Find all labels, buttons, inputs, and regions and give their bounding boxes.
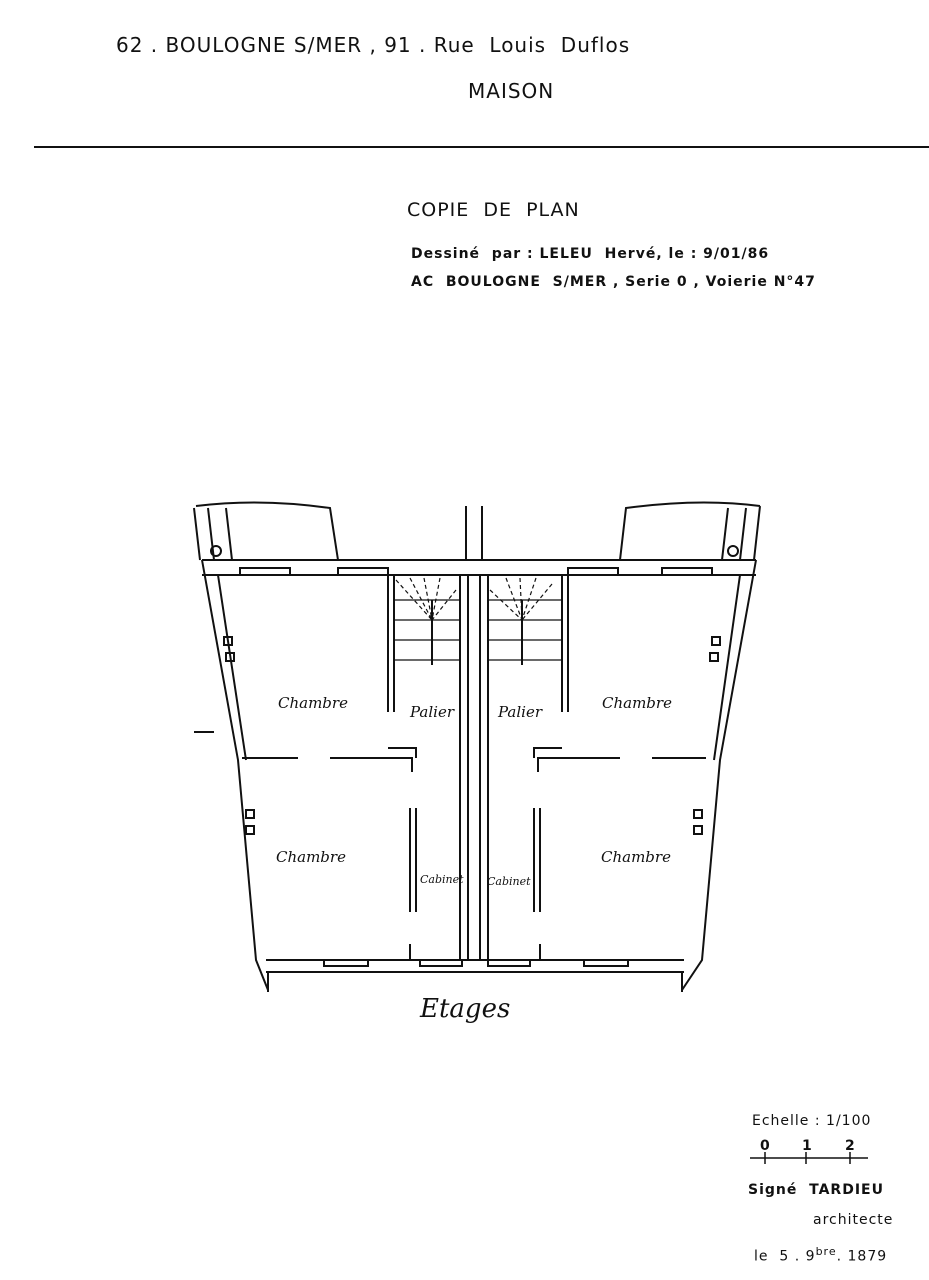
address-line: 62 . BOULOGNE S/MER , 91 . Rue Louis Duflos [116, 33, 631, 57]
stair-left [394, 578, 460, 665]
scale-tick-0: 0 [760, 1138, 771, 1154]
archive-ref: AC BOULOGNE S/MER , Serie 0 , Voierie N°47 [411, 274, 816, 290]
room-label-chambre-top-left: Chambre [278, 694, 348, 712]
scale-tick-1: 1 [802, 1138, 813, 1154]
building-type: MAISON [468, 79, 555, 103]
room-label-cabinet-right: Cabinet [487, 875, 531, 888]
scale-label: Echelle : 1/100 [752, 1113, 872, 1129]
right-outer-wall [682, 560, 756, 990]
left-neighbour-wall [194, 502, 338, 560]
copy-title: COPIE DE PLAN [407, 199, 580, 221]
right-cross-wall [534, 748, 706, 772]
stair-right [488, 578, 562, 665]
room-label-chambre-bottom-left: Chambre [276, 848, 346, 866]
signature-date-suffix: . 1879 [836, 1248, 888, 1265]
signature-date-super: bre [815, 1245, 837, 1258]
room-label-chambre-bottom-right: Chambre [601, 848, 671, 866]
signature-signed: Signé TARDIEU [748, 1182, 884, 1198]
room-label-cabinet-left: Cabinet [420, 873, 464, 886]
party-wall-top [466, 506, 482, 560]
floor-label: Etages [420, 994, 511, 1024]
room-label-chambre-top-right: Chambre [602, 694, 672, 712]
signature-title: architecte [813, 1212, 894, 1228]
room-label-palier-left: Palier [410, 703, 455, 721]
room-label-palier-right: Palier [498, 703, 543, 721]
signature-date-prefix: le 5 . 9 [754, 1248, 816, 1265]
scale-tick-2: 2 [845, 1138, 856, 1154]
central-party-wall [460, 575, 488, 960]
signature-date [754, 1245, 887, 1265]
drawn-by: Dessiné par : LELEU Hervé, le : 9/01/86 [411, 246, 770, 262]
right-neighbour-wall [620, 502, 760, 560]
left-outer-wall [202, 560, 268, 990]
left-cross-wall [242, 748, 416, 772]
